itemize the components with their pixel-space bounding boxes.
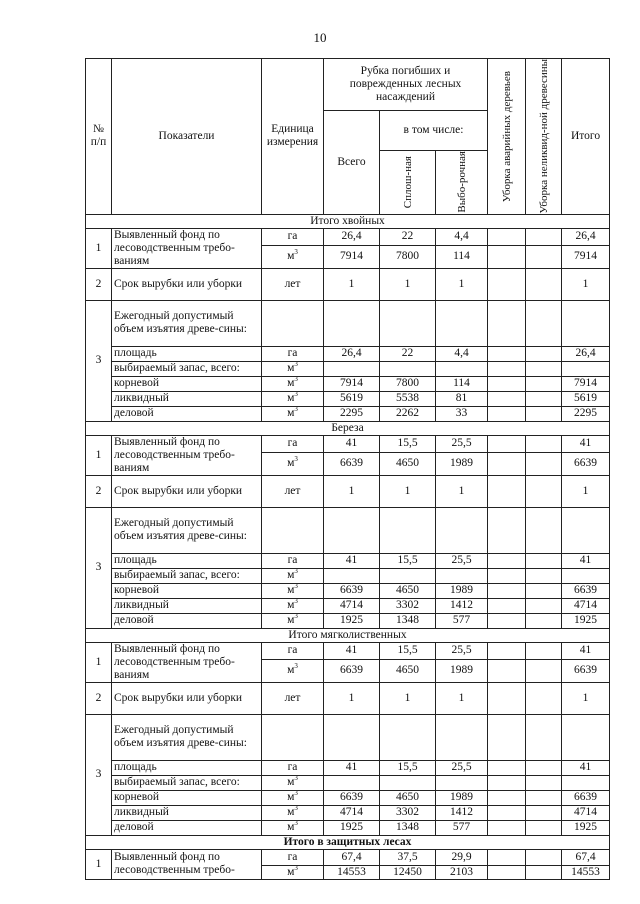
value-cell [488, 849, 526, 865]
header-including: в том числе: [380, 111, 488, 151]
unit-cell: $м^3$ [262, 775, 324, 790]
value-cell [488, 391, 526, 406]
value-cell [562, 300, 610, 346]
value-cell [562, 361, 610, 376]
row-number: 3 [86, 714, 112, 835]
unit-cell: $м^3$ [262, 583, 324, 598]
indicator-term: Срок вырубки или уборки [112, 475, 262, 507]
indicator-root: корневой [112, 583, 262, 598]
table-body [86, 214, 610, 879]
value-cell: 1989 [436, 659, 488, 682]
value-cell: 577 [436, 613, 488, 628]
value-cell: 1989 [436, 452, 488, 475]
value-cell: 1989 [436, 583, 488, 598]
value-cell [488, 361, 526, 376]
value-cell: 1412 [436, 805, 488, 820]
value-cell: 41 [562, 642, 610, 659]
value-cell: 81 [436, 391, 488, 406]
unit-cell: лет [262, 682, 324, 714]
value-cell [488, 642, 526, 659]
indicator-fund: Выявленный фонд по лесоводственным требо- [112, 849, 262, 879]
unit-cell: га [262, 553, 324, 568]
value-cell [380, 300, 436, 346]
value-cell: 4650 [380, 790, 436, 805]
row-number: 2 [86, 682, 112, 714]
indicator-root: корневой [112, 790, 262, 805]
value-cell: 67,4 [562, 849, 610, 865]
value-cell [436, 775, 488, 790]
value-cell: 1 [380, 268, 436, 300]
indicator-area: площадь [112, 346, 262, 361]
unit-cell [262, 300, 324, 346]
indicator-stock: выбираемый запас, всего: [112, 775, 262, 790]
value-cell [526, 346, 562, 361]
value-cell: 7914 [324, 245, 380, 268]
value-cell: 5538 [380, 391, 436, 406]
value-cell: 14553 [324, 865, 380, 879]
value-cell [526, 865, 562, 879]
value-cell: 15,5 [380, 642, 436, 659]
unit-cell: га [262, 760, 324, 775]
value-cell: 4650 [380, 659, 436, 682]
row-number: 1 [86, 228, 112, 268]
unit-cell: $м^3$ [262, 568, 324, 583]
indicator-allowable: Ежегодный допустимый объем изъятия древе-сины: [112, 507, 262, 553]
value-cell [436, 507, 488, 553]
value-cell [526, 682, 562, 714]
value-cell: 1 [324, 475, 380, 507]
value-cell [488, 228, 526, 245]
value-cell: 6639 [324, 583, 380, 598]
value-cell [380, 568, 436, 583]
unit-cell: $м^3$ [262, 790, 324, 805]
row-number: 3 [86, 507, 112, 628]
value-cell: 1 [436, 268, 488, 300]
header-total: Всего [324, 111, 380, 215]
indicator-root: корневой [112, 376, 262, 391]
value-cell [436, 300, 488, 346]
value-cell [436, 361, 488, 376]
value-cell: 7914 [324, 376, 380, 391]
value-cell [488, 682, 526, 714]
value-cell: 25,5 [436, 760, 488, 775]
value-cell [380, 361, 436, 376]
value-cell [488, 406, 526, 421]
value-cell: 1 [324, 268, 380, 300]
row-number: 2 [86, 475, 112, 507]
indicator-stock: выбираемый запас, всего: [112, 568, 262, 583]
value-cell: 1 [380, 475, 436, 507]
value-cell [526, 391, 562, 406]
value-cell: 2103 [436, 865, 488, 879]
value-cell: 7800 [380, 245, 436, 268]
row-number: 2 [86, 268, 112, 300]
value-cell: 41 [562, 435, 610, 452]
value-cell: 1989 [436, 790, 488, 805]
value-cell: 5619 [324, 391, 380, 406]
value-cell [488, 598, 526, 613]
value-cell [488, 775, 526, 790]
value-cell [488, 659, 526, 682]
value-cell [526, 300, 562, 346]
value-cell [526, 475, 562, 507]
value-cell: 577 [436, 820, 488, 835]
value-cell [526, 642, 562, 659]
value-cell: 22 [380, 346, 436, 361]
value-cell [488, 820, 526, 835]
value-cell: 4714 [324, 805, 380, 820]
unit-cell [262, 507, 324, 553]
value-cell [526, 790, 562, 805]
value-cell [526, 268, 562, 300]
value-cell: 6639 [562, 659, 610, 682]
value-cell: 4650 [380, 583, 436, 598]
value-cell [488, 568, 526, 583]
value-cell: 4,4 [436, 228, 488, 245]
value-cell [526, 361, 562, 376]
value-cell: 5619 [562, 391, 610, 406]
value-cell [526, 598, 562, 613]
value-cell [488, 475, 526, 507]
unit-cell: $м^3$ [262, 598, 324, 613]
value-cell: 25,5 [436, 642, 488, 659]
value-cell [526, 849, 562, 865]
value-cell: 1 [380, 682, 436, 714]
value-cell: 33 [436, 406, 488, 421]
indicator-liquid: ликвидный [112, 805, 262, 820]
value-cell [488, 714, 526, 760]
value-cell: 1 [562, 682, 610, 714]
value-cell: 3302 [380, 805, 436, 820]
value-cell: 6639 [562, 790, 610, 805]
value-cell [562, 507, 610, 553]
value-cell: 67,4 [324, 849, 380, 865]
value-cell: 4714 [562, 598, 610, 613]
value-cell: 26,4 [324, 228, 380, 245]
value-cell: 37,5 [380, 849, 436, 865]
value-cell: 4650 [380, 452, 436, 475]
value-cell [526, 760, 562, 775]
value-cell: 2295 [562, 406, 610, 421]
header-itogo: Итого [562, 59, 610, 215]
unit-cell: $м^3$ [262, 391, 324, 406]
value-cell: 41 [324, 553, 380, 568]
unit-cell: $м^3$ [262, 452, 324, 475]
value-cell: 6639 [324, 452, 380, 475]
header-emergency: Уборка аварийных деревьев [488, 59, 526, 215]
unit-cell: лет [262, 475, 324, 507]
section-title: Итого в защитных лесах [86, 835, 610, 849]
value-cell: 14553 [562, 865, 610, 879]
indicator-liquid: ликвидный [112, 598, 262, 613]
unit-cell: $м^3$ [262, 245, 324, 268]
indicator-business: деловой [112, 406, 262, 421]
row-number: 1 [86, 849, 112, 879]
value-cell [488, 805, 526, 820]
value-cell [526, 775, 562, 790]
value-cell [562, 714, 610, 760]
value-cell: 15,5 [380, 435, 436, 452]
value-cell [526, 228, 562, 245]
value-cell [526, 568, 562, 583]
row-number: 3 [86, 300, 112, 421]
value-cell: 15,5 [380, 760, 436, 775]
row-number: 1 [86, 435, 112, 475]
value-cell [380, 775, 436, 790]
value-cell: 41 [562, 553, 610, 568]
value-cell: 6639 [324, 790, 380, 805]
value-cell: 15,5 [380, 553, 436, 568]
value-cell [526, 820, 562, 835]
value-cell: 2295 [324, 406, 380, 421]
value-cell: 1925 [324, 613, 380, 628]
value-cell: 114 [436, 245, 488, 268]
value-cell [436, 714, 488, 760]
value-cell [488, 553, 526, 568]
value-cell [526, 659, 562, 682]
value-cell [436, 568, 488, 583]
header-no: № п/п [86, 59, 112, 215]
value-cell [324, 775, 380, 790]
unit-cell: $м^3$ [262, 406, 324, 421]
value-cell: 1 [324, 682, 380, 714]
indicator-term: Срок вырубки или уборки [112, 268, 262, 300]
value-cell: 114 [436, 376, 488, 391]
value-cell [526, 452, 562, 475]
value-cell [488, 865, 526, 879]
unit-cell: $м^3$ [262, 865, 324, 879]
value-cell: 1 [562, 475, 610, 507]
unit-cell: лет [262, 268, 324, 300]
value-cell [488, 245, 526, 268]
unit-cell: га [262, 346, 324, 361]
value-cell [526, 376, 562, 391]
unit-cell: га [262, 228, 324, 245]
value-cell [324, 507, 380, 553]
unit-cell: га [262, 435, 324, 452]
value-cell: 3302 [380, 598, 436, 613]
value-cell: 4714 [562, 805, 610, 820]
value-cell [488, 583, 526, 598]
value-cell [488, 268, 526, 300]
header-clear: Сплош-ная [380, 150, 436, 214]
value-cell [488, 435, 526, 452]
value-cell [324, 568, 380, 583]
value-cell: 1412 [436, 598, 488, 613]
indicator-stock: выбираемый запас, всего: [112, 361, 262, 376]
section-title: Береза [86, 421, 610, 435]
indicator-business: деловой [112, 613, 262, 628]
header-felling-group: Рубка погибших и поврежденных лесных насаждений [324, 59, 488, 111]
indicator-allowable: Ежегодный допустимый объем изъятия древе-сины: [112, 300, 262, 346]
page-number: 10 [313, 30, 327, 45]
value-cell: 1 [562, 268, 610, 300]
value-cell: 41 [324, 435, 380, 452]
section-title: Итого мягколиственных [86, 628, 610, 642]
value-cell [488, 300, 526, 346]
value-cell: 1348 [380, 613, 436, 628]
value-cell: 41 [324, 760, 380, 775]
indicator-liquid: ликвидный [112, 391, 262, 406]
value-cell: 22 [380, 228, 436, 245]
unit-cell: $м^3$ [262, 376, 324, 391]
unit-cell: га [262, 849, 324, 865]
value-cell: 6639 [562, 452, 610, 475]
value-cell: 41 [324, 642, 380, 659]
value-cell: 2262 [380, 406, 436, 421]
unit-cell: $м^3$ [262, 805, 324, 820]
value-cell: 12450 [380, 865, 436, 879]
unit-cell [262, 714, 324, 760]
value-cell [526, 613, 562, 628]
value-cell [488, 790, 526, 805]
value-cell: 1925 [562, 613, 610, 628]
header-indicator: Показатели [112, 59, 262, 215]
value-cell: 4,4 [436, 346, 488, 361]
header-selective: Выбо-рочная [436, 150, 488, 214]
unit-cell: $м^3$ [262, 820, 324, 835]
value-cell: 26,4 [562, 346, 610, 361]
value-cell: 7914 [562, 376, 610, 391]
value-cell: 1925 [324, 820, 380, 835]
value-cell [380, 507, 436, 553]
value-cell: 7800 [380, 376, 436, 391]
indicator-allowable: Ежегодный допустимый объем изъятия древе-сины: [112, 714, 262, 760]
value-cell: 7914 [562, 245, 610, 268]
value-cell [526, 583, 562, 598]
value-cell [488, 507, 526, 553]
value-cell: 4714 [324, 598, 380, 613]
value-cell: 41 [562, 760, 610, 775]
value-cell: 1348 [380, 820, 436, 835]
row-number: 1 [86, 642, 112, 682]
value-cell [526, 507, 562, 553]
indicator-term: Срок вырубки или уборки [112, 682, 262, 714]
unit-cell: га [262, 642, 324, 659]
unit-cell: $м^3$ [262, 361, 324, 376]
header-unit: Единица измерения [262, 59, 324, 215]
value-cell [380, 714, 436, 760]
indicator-area: площадь [112, 553, 262, 568]
value-cell: 6639 [562, 583, 610, 598]
indicator-business: деловой [112, 820, 262, 835]
value-cell [488, 452, 526, 475]
unit-cell: $м^3$ [262, 613, 324, 628]
unit-cell: $м^3$ [262, 659, 324, 682]
value-cell: 1 [436, 475, 488, 507]
value-cell: 25,5 [436, 435, 488, 452]
value-cell: 6639 [324, 659, 380, 682]
value-cell: 26,4 [324, 346, 380, 361]
value-cell [526, 714, 562, 760]
value-cell [562, 568, 610, 583]
value-cell: 26,4 [562, 228, 610, 245]
indicator-fund: Выявленный фонд по лесоводственным требо-ваниям [112, 228, 262, 268]
value-cell [488, 346, 526, 361]
value-cell [562, 775, 610, 790]
value-cell [526, 553, 562, 568]
value-cell: 29,9 [436, 849, 488, 865]
value-cell: 1925 [562, 820, 610, 835]
value-cell: 25,5 [436, 553, 488, 568]
value-cell [526, 245, 562, 268]
value-cell [488, 760, 526, 775]
value-cell [488, 613, 526, 628]
value-cell [488, 376, 526, 391]
value-cell [526, 805, 562, 820]
value-cell [324, 361, 380, 376]
value-cell [526, 435, 562, 452]
forest-felling-table [85, 58, 610, 880]
indicator-fund: Выявленный фонд по лесоводственным требо-ваниям [112, 642, 262, 682]
indicator-area: площадь [112, 760, 262, 775]
value-cell [324, 300, 380, 346]
value-cell [526, 406, 562, 421]
indicator-fund: Выявленный фонд по лесоводственным требо-ваниям [112, 435, 262, 475]
value-cell [324, 714, 380, 760]
section-title: Итого хвойных [86, 214, 610, 228]
header-nonliquid: Уборка неликвид-ной древесины [526, 59, 562, 215]
value-cell: 1 [436, 682, 488, 714]
